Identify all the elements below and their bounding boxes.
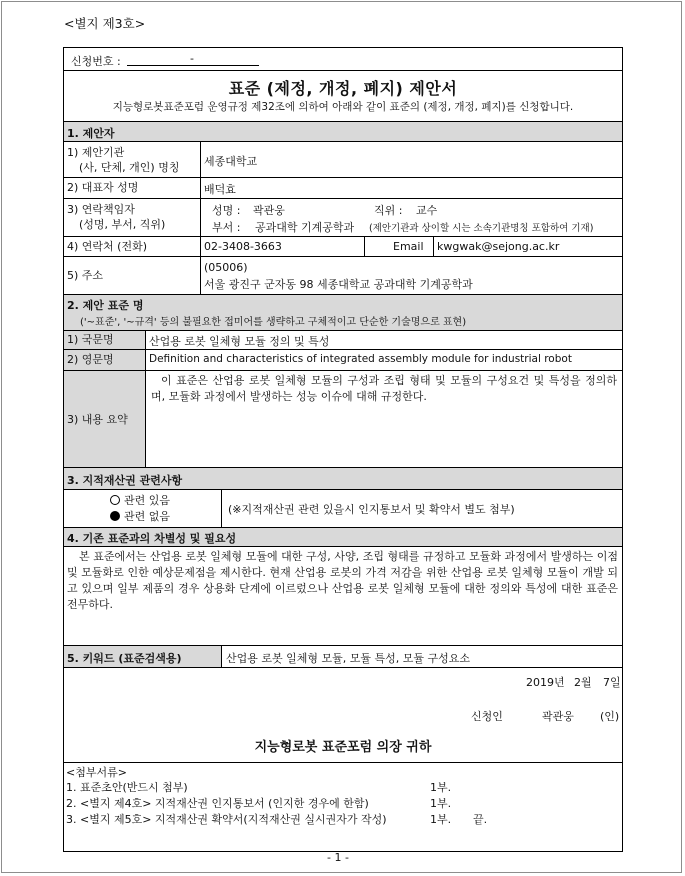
address-value: 서울 광진구 군자동 98 세종대학교 공과대학 기계공학과 — [204, 278, 473, 291]
rule — [63, 370, 623, 371]
attachment-item: 1. 표준초안(반드시 첨부) — [66, 781, 188, 794]
page-title: 표준 (제정, 개정, 폐지) 제안서 — [228, 79, 458, 98]
applicant-name: 곽관웅 — [542, 710, 574, 723]
org-label-line1: 1) 제안기관 — [67, 146, 125, 159]
org-value: 세종대학교 — [204, 155, 258, 168]
rule — [63, 489, 623, 490]
position-key: 직위 : — [374, 204, 403, 217]
rule — [63, 256, 623, 257]
eng-name-label: 2) 영문명 — [67, 353, 114, 366]
attachment-count: 1부. — [430, 781, 452, 794]
date-year: 2019년 — [526, 676, 565, 689]
name-value: 곽관웅 — [253, 204, 285, 217]
rule — [63, 645, 623, 646]
contact-label-line1: 3) 연락책임자 — [67, 203, 135, 216]
kor-name-label: 1) 국문명 — [67, 333, 114, 346]
col-divider — [433, 236, 434, 256]
dept-key: 부서 : — [212, 221, 241, 234]
col-divider — [200, 141, 201, 294]
position-value: 교수 — [416, 204, 438, 217]
rule — [63, 762, 623, 763]
col-divider — [221, 489, 222, 527]
applicant-seal: (인) — [600, 710, 620, 723]
rule — [63, 198, 623, 199]
rep-value: 배덕효 — [204, 183, 236, 196]
col-divider — [364, 236, 365, 256]
col-divider — [221, 645, 222, 667]
section1-heading: 1. 제안자 — [67, 127, 115, 140]
radio-related-icon — [110, 495, 120, 505]
section3-heading: 3. 지적재산권 관련사항 — [67, 474, 183, 487]
attachments-heading: <첨부서류> — [66, 766, 127, 779]
attachment-item: 3. <별지 제5호> 지적재산권 확약서(지적재산권 실시권자가 작성) — [66, 813, 387, 826]
attachments-end: 끝. — [473, 813, 488, 826]
address-zip: (05006) — [204, 261, 248, 274]
rep-label: 2) 대표자 성명 — [67, 181, 139, 194]
radio-unrelated-icon — [110, 511, 120, 521]
section2-label-col — [64, 331, 145, 467]
rule — [63, 527, 623, 528]
attachment-count: 1부. — [430, 797, 452, 810]
name-key: 성명 : — [212, 204, 241, 217]
ip-option-related: 관련 있음 — [110, 492, 170, 508]
date-month: 2월 — [574, 676, 592, 689]
rule — [63, 141, 623, 142]
attachment-item: 2. <별지 제4호> 지적재산권 인지통보서 (인지한 경우에 한함) — [66, 797, 369, 810]
ip-option-unrelated: 관련 없음 — [110, 508, 170, 524]
section2-heading: 2. 제안 표준 명 — [67, 299, 144, 312]
section2-note: ('~표준', '~규격' 등의 불필요한 접미어를 생략하고 구체적이고 단순한 기술명으로 표현) — [80, 317, 467, 328]
summary-label: 3) 내용 요약 — [67, 413, 128, 426]
contact-label-line2: (성명, 부서, 직위) — [79, 218, 166, 231]
rule — [63, 121, 623, 122]
rule — [63, 546, 623, 547]
summary-value: 이 표준은 산업용 로봇 일체형 모듈의 구성과 조립 형태 및 모듈의 구성요건 및 특성을 정의하며, 모듈화 과정에서 발생하는 성능 이슈에 대해 규정한다. — [151, 374, 617, 403]
rule — [63, 467, 623, 468]
email-label: Email — [393, 240, 424, 253]
form-number-label: <별지 제3호> — [64, 16, 146, 31]
date-day: 7일 — [603, 676, 621, 689]
section4-heading: 4. 기존 표준과의 차별성 및 필요성 — [67, 532, 237, 545]
rule — [63, 667, 623, 668]
rule — [63, 294, 623, 295]
ip-note: (※지적재산권 관련 있을시 인지통보서 및 확약서 별도 첨부) — [228, 503, 515, 516]
dept-value: 공과대학 기계공학과 — [255, 221, 355, 234]
section4-body: 본 표준에서는 산업용 로봇 일체형 모듈에 대한 구성, 사양, 조립 형태를 규정하고 모듈화 과정에서 발생하는 이점 및 모듈화로 인한 예상문제점을 제시한다. 현재 산업용 로봇의 가격 저감을 위한 산업용 로봇 일체형 모듈이 개발 되고 있으며 일부 제품의 경우 상용화 단계에 이르렀으나 산업용 로봇 일체형 모듈에 대한 정의와 특성에 대한 표준은 전무하다. — [67, 550, 618, 611]
rule — [63, 177, 623, 178]
addressee: 지능형로봇 표준포럼 의장 귀하 — [254, 740, 432, 755]
rule — [63, 349, 623, 350]
page-number: - 1 - — [327, 851, 349, 864]
eng-name-value: Definition and characteristics of integrated assembly module for industrial robot — [149, 353, 572, 365]
section5-heading: 5. 키워드 (표준검색용) — [67, 652, 182, 665]
rule — [63, 70, 623, 71]
rule — [63, 330, 623, 331]
page-subtitle: 지능형로봇표준포럼 운영규정 제32조에 의하여 아래와 같이 표준의 (제정, 개정, 폐지)를 신청합니다. — [112, 101, 574, 113]
application-no-separator: - — [190, 52, 194, 65]
kor-name-value: 산업용 로봇 일체형 모듈 정의 및 특성 — [149, 335, 330, 348]
keywords-value: 산업용 로봇 일체형 모듈, 모듈 특성, 모듈 구성요소 — [226, 652, 470, 665]
email-value: kwgwak@sejong.ac.kr — [437, 240, 560, 253]
applicant-label: 신청인 — [471, 710, 503, 723]
address-label: 5) 주소 — [67, 269, 104, 282]
org-label-line2: (사, 단체, 개인) 명칭 — [79, 161, 180, 174]
attachment-count: 1부. — [430, 813, 452, 826]
rule — [63, 236, 623, 237]
phone-value: 02-3408-3663 — [204, 240, 282, 253]
phone-label: 4) 연락처 (전화) — [67, 240, 147, 253]
application-no-label: 신청번호 : — [71, 55, 121, 68]
section1-band — [64, 122, 622, 141]
application-no-underline — [127, 65, 259, 66]
dept-note: (제안기관과 상이할 시는 소속기관명칭 포함하여 기재) — [369, 223, 594, 234]
col-divider — [145, 330, 146, 467]
